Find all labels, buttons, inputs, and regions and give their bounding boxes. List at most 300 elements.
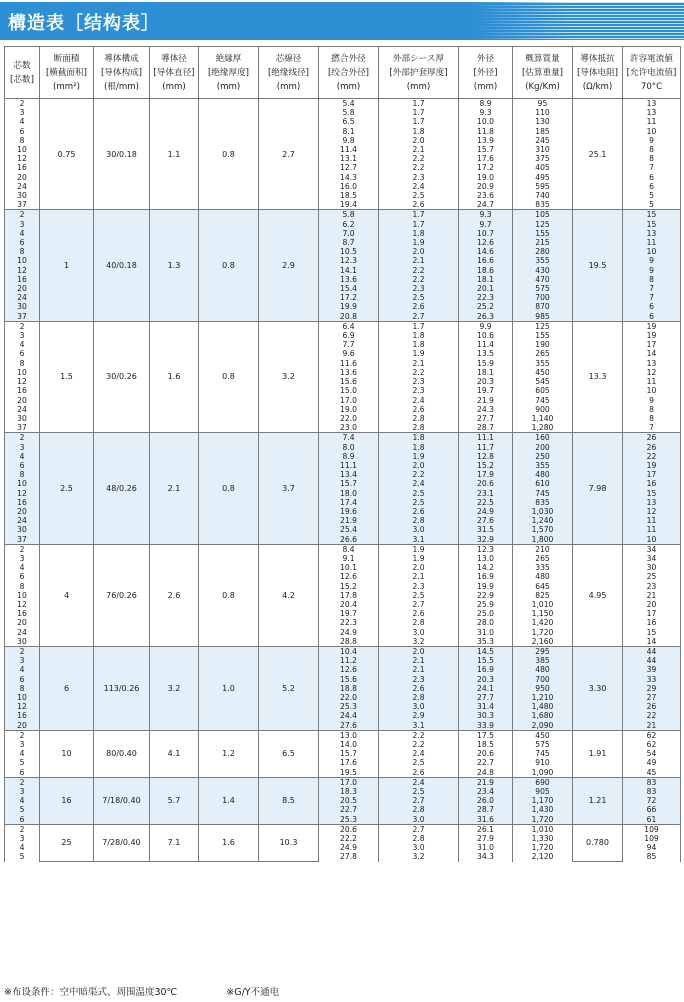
column-header-label: 導体抵抗 (580, 53, 615, 64)
cell-od: 11.8 (459, 127, 513, 136)
cell-current: 23 (623, 582, 681, 591)
column-header-label: 外径 (476, 53, 495, 64)
cell-weight: 450 (513, 730, 573, 740)
cell-sheath: 3.0 (379, 628, 459, 637)
cell-weight: 605 (513, 386, 573, 395)
cell-weight: 200 (513, 443, 573, 452)
column-header-current (623, 47, 681, 99)
cell-twist-od: 17.2 (319, 293, 379, 302)
group-1_5 (5, 321, 681, 432)
cell-od: 22.3 (459, 293, 513, 302)
cell-cores: 6 (5, 461, 40, 470)
column-header-unit: (mm) (276, 81, 301, 92)
cell-twist-od: 17.4 (319, 498, 379, 507)
cell-conductor-dia: 1.1 (150, 99, 199, 210)
cell-od: 16.9 (459, 665, 513, 674)
cell-cores: 3 (5, 656, 40, 665)
cell-cores: 6 (5, 675, 40, 684)
cell-conductor-dia: 1.6 (150, 321, 199, 432)
cell-sheath: 1.7 (379, 321, 459, 331)
column-header-unit: (mm) (162, 81, 186, 92)
cell-core-dia: 4.2 (259, 544, 319, 646)
cell-od: 20.9 (459, 182, 513, 191)
cell-od: 34.3 (459, 852, 513, 861)
cell-sheath: 3.1 (379, 721, 459, 731)
column-header-label-cn: [绞合外径] (327, 67, 370, 78)
cell-sheath: 1.8 (379, 331, 459, 340)
cell-area: 1 (40, 210, 94, 321)
cell-od: 10.6 (459, 331, 513, 340)
cell-current: 34 (623, 544, 681, 554)
cell-cores: 30 (5, 191, 40, 200)
cell-insulation: 0.8 (199, 210, 259, 321)
cell-current: 13 (623, 108, 681, 117)
cell-sheath: 2.8 (379, 693, 459, 702)
cell-od: 17.6 (459, 154, 513, 163)
cell-od: 9.3 (459, 108, 513, 117)
cell-cores: 8 (5, 247, 40, 256)
cell-sheath: 2.3 (379, 582, 459, 591)
cell-cores: 2 (5, 730, 40, 740)
cell-current: 9 (623, 266, 681, 275)
cell-twist-od: 13.1 (319, 154, 379, 163)
cell-current: 83 (623, 777, 681, 787)
cell-sheath: 2.1 (379, 145, 459, 154)
cell-twist-od: 20.5 (319, 796, 379, 805)
cell-current: 14 (623, 637, 681, 647)
cell-weight: 355 (513, 359, 573, 368)
cell-weight: 495 (513, 173, 573, 182)
cell-sheath: 2.5 (379, 293, 459, 302)
cell-resistance: 25.1 (573, 99, 623, 210)
cell-sheath: 2.4 (379, 479, 459, 488)
cell-current: 8 (623, 405, 681, 414)
cell-cores: 2 (5, 824, 40, 834)
cell-weight: 310 (513, 145, 573, 154)
cell-od: 13.0 (459, 554, 513, 563)
cell-resistance: 13.3 (573, 321, 623, 432)
cell-twist-od: 9.6 (319, 349, 379, 358)
cell-weight: 130 (513, 117, 573, 126)
cell-weight: 265 (513, 554, 573, 563)
cell-current: 10 (623, 535, 681, 545)
cell-od: 23.1 (459, 489, 513, 498)
cell-sheath: 1.8 (379, 443, 459, 452)
cell-twist-od: 17.0 (319, 396, 379, 405)
cell-od: 25.9 (459, 600, 513, 609)
cell-twist-od: 22.0 (319, 414, 379, 423)
cell-core-dia: 3.7 (259, 433, 319, 544)
cell-sheath: 3.0 (379, 843, 459, 852)
cell-current: 85 (623, 852, 681, 861)
cell-current: 6 (623, 173, 681, 182)
cell-sheath: 1.7 (379, 108, 459, 117)
cell-cores: 2 (5, 646, 40, 656)
cell-weight: 385 (513, 656, 573, 665)
cell-sheath: 2.8 (379, 618, 459, 627)
cell-current: 8 (623, 154, 681, 163)
cell-current: 30 (623, 563, 681, 572)
column-header-label: 導体径 (161, 53, 187, 64)
column-header-conductor-dia (150, 47, 199, 99)
cell-cores: 10 (5, 145, 40, 154)
cell-weight: 430 (513, 266, 573, 275)
cell-od: 9.3 (459, 210, 513, 220)
cell-twist-od: 10.1 (319, 563, 379, 572)
cell-current: 16 (623, 479, 681, 488)
cell-od: 30.3 (459, 711, 513, 720)
cell-twist-od: 15.2 (319, 582, 379, 591)
cell-current: 54 (623, 749, 681, 758)
cell-sheath: 2.8 (379, 834, 459, 843)
cell-weight: 1,240 (513, 516, 573, 525)
cell-cores: 30 (5, 637, 40, 647)
cell-sheath: 1.7 (379, 99, 459, 109)
cell-od: 17.5 (459, 730, 513, 740)
cell-sheath: 2.8 (379, 423, 459, 433)
cell-weight: 355 (513, 461, 573, 470)
cell-sheath: 2.2 (379, 154, 459, 163)
cell-od: 13.5 (459, 349, 513, 358)
cell-insulation: 1.2 (199, 730, 259, 777)
table-row (5, 99, 681, 109)
cell-weight: 245 (513, 136, 573, 145)
cell-current: 62 (623, 740, 681, 749)
cell-weight: 1,210 (513, 693, 573, 702)
column-header-label-cn: [芯数] (10, 74, 34, 85)
cell-twist-od: 17.6 (319, 758, 379, 767)
cell-insulation: 0.8 (199, 99, 259, 210)
cell-od: 18.1 (459, 368, 513, 377)
cell-sheath: 2.2 (379, 740, 459, 749)
cell-twist-od: 14.1 (319, 266, 379, 275)
group-2_5 (5, 433, 681, 544)
cell-weight: 375 (513, 154, 573, 163)
cell-od: 24.8 (459, 768, 513, 778)
cell-weight: 295 (513, 646, 573, 656)
cell-twist-od: 6.2 (319, 220, 379, 229)
cell-weight: 910 (513, 758, 573, 767)
column-header-label-cn: [导体电阻] (576, 67, 619, 78)
cell-sheath: 2.6 (379, 302, 459, 311)
cell-cores: 2 (5, 544, 40, 554)
cell-weight: 1,010 (513, 824, 573, 834)
cell-resistance: 1.21 (573, 777, 623, 824)
cell-cores: 30 (5, 414, 40, 423)
column-header-label: 断面積 (53, 53, 80, 64)
cell-sheath: 1.9 (379, 554, 459, 563)
cell-cores: 3 (5, 787, 40, 796)
cell-od: 27.7 (459, 414, 513, 423)
cell-cores: 4 (5, 563, 40, 572)
cell-sheath: 2.1 (379, 665, 459, 674)
column-header-label-cn: [估算重量] (521, 67, 564, 78)
cell-weight: 335 (513, 563, 573, 572)
column-header-unit: (根/mm) (104, 81, 139, 92)
cell-sheath: 2.4 (379, 182, 459, 191)
cell-od: 25.0 (459, 609, 513, 618)
cell-sheath: 2.2 (379, 470, 459, 479)
cell-cores: 4 (5, 340, 40, 349)
cell-sheath: 2.3 (379, 386, 459, 395)
cell-current: 15 (623, 628, 681, 637)
cell-current: 11 (623, 117, 681, 126)
cell-current: 34 (623, 554, 681, 563)
column-header-label: 外部シース厚 (392, 53, 445, 64)
cell-current: 33 (623, 675, 681, 684)
cell-cores: 20 (5, 507, 40, 516)
cell-current: 7 (623, 163, 681, 172)
cell-weight: 125 (513, 321, 573, 331)
cell-conductor-dia: 2.6 (150, 544, 199, 646)
cell-od: 26.3 (459, 312, 513, 322)
cell-od: 28.7 (459, 423, 513, 433)
table-row (5, 646, 681, 656)
cell-cores: 24 (5, 405, 40, 414)
cell-current: 14 (623, 349, 681, 358)
cell-twist-od: 27.6 (319, 721, 379, 731)
cell-od: 19.9 (459, 582, 513, 591)
cell-current: 25 (623, 572, 681, 581)
cell-sheath: 3.0 (379, 815, 459, 825)
cell-sheath: 2.2 (379, 163, 459, 172)
cell-twist-od: 18.0 (319, 489, 379, 498)
cell-core-dia: 2.9 (259, 210, 319, 321)
cell-twist-od: 15.0 (319, 386, 379, 395)
cell-weight: 190 (513, 340, 573, 349)
cell-sheath: 3.0 (379, 702, 459, 711)
cell-construction: 113/0.26 (94, 646, 150, 730)
table-header (5, 47, 681, 99)
cell-current: 7 (623, 423, 681, 433)
cell-sheath: 2.5 (379, 489, 459, 498)
cell-construction: 76/0.26 (94, 544, 150, 646)
cell-core-dia: 5.2 (259, 646, 319, 730)
cell-current: 13 (623, 99, 681, 109)
cell-current: 8 (623, 414, 681, 423)
cell-weight: 105 (513, 210, 573, 220)
column-header-label-cn: [外部护套厚度] (389, 67, 448, 78)
cell-twist-od: 6.9 (319, 331, 379, 340)
cell-weight: 265 (513, 349, 573, 358)
cell-weight: 1,480 (513, 702, 573, 711)
cell-od: 8.9 (459, 99, 513, 109)
cell-weight: 1,680 (513, 711, 573, 720)
column-header-label-cn: [横截面积] (45, 67, 88, 78)
cell-od: 24.3 (459, 405, 513, 414)
column-header-label: 芯数 (13, 60, 31, 71)
cell-od: 31.6 (459, 815, 513, 825)
cell-twist-od: 22.7 (319, 805, 379, 814)
cell-od: 18.6 (459, 266, 513, 275)
cell-twist-od: 15.6 (319, 675, 379, 684)
cell-sheath: 1.7 (379, 210, 459, 220)
cell-sheath: 2.6 (379, 200, 459, 210)
cell-current: 5 (623, 200, 681, 210)
cell-core-dia: 3.2 (259, 321, 319, 432)
cell-od: 26.1 (459, 824, 513, 834)
cell-weight: 870 (513, 302, 573, 311)
cell-sheath: 2.8 (379, 805, 459, 814)
cell-twist-od: 19.4 (319, 200, 379, 210)
page-title: 構造表［结构表］ (8, 13, 160, 34)
cell-current: 45 (623, 768, 681, 778)
column-header-unit: (mm²) (53, 81, 80, 92)
cell-weight: 690 (513, 777, 573, 787)
cell-weight: 1,280 (513, 423, 573, 433)
column-header-weight (513, 47, 573, 99)
column-header-unit: (Ω/km) (582, 81, 613, 92)
cell-sheath: 2.5 (379, 758, 459, 767)
cell-weight: 1,170 (513, 796, 573, 805)
cell-cores: 3 (5, 331, 40, 340)
cell-twist-od: 14.3 (319, 173, 379, 182)
cell-cores: 37 (5, 535, 40, 545)
cell-weight: 610 (513, 479, 573, 488)
cell-current: 109 (623, 834, 681, 843)
column-header-unit: (mm) (473, 81, 498, 92)
cell-twist-od: 23.0 (319, 423, 379, 433)
cell-weight: 1,140 (513, 414, 573, 423)
cell-cores: 3 (5, 220, 40, 229)
cell-conductor-dia: 7.1 (150, 824, 199, 861)
cell-insulation: 0.8 (199, 544, 259, 646)
cell-twist-od: 12.7 (319, 163, 379, 172)
cell-weight: 110 (513, 108, 573, 117)
cell-twist-od: 6.5 (319, 117, 379, 126)
cell-resistance: 7.98 (573, 433, 623, 544)
cell-twist-od: 10.5 (319, 247, 379, 256)
cell-twist-od: 15.6 (319, 377, 379, 386)
cell-od: 26.0 (459, 796, 513, 805)
cell-twist-od: 9.1 (319, 554, 379, 563)
cell-cores: 20 (5, 284, 40, 293)
cell-twist-od: 24.9 (319, 843, 379, 852)
cell-sheath: 2.5 (379, 787, 459, 796)
cell-twist-od: 12.6 (319, 665, 379, 674)
cell-weight: 405 (513, 163, 573, 172)
cell-sheath: 2.6 (379, 405, 459, 414)
group-16 (5, 777, 681, 824)
cell-sheath: 1.9 (379, 452, 459, 461)
cell-twist-od: 11.4 (319, 145, 379, 154)
column-header-insulation (199, 47, 259, 99)
group-4 (5, 544, 681, 646)
cell-current: 15 (623, 220, 681, 229)
cell-od: 11.7 (459, 443, 513, 452)
cell-sheath: 2.0 (379, 646, 459, 656)
cell-cores: 6 (5, 238, 40, 247)
cell-od: 9.9 (459, 321, 513, 331)
column-header-label-cn: [导体构成] (100, 67, 143, 78)
cell-current: 10 (623, 127, 681, 136)
cell-construction: 48/0.26 (94, 433, 150, 544)
column-header-od (459, 47, 513, 99)
cell-twist-od: 12.6 (319, 572, 379, 581)
cell-cores: 20 (5, 618, 40, 627)
cell-od: 22.7 (459, 758, 513, 767)
cell-current: 13 (623, 229, 681, 238)
cell-weight: 1,420 (513, 618, 573, 627)
cell-od: 14.2 (459, 563, 513, 572)
cell-cores: 6 (5, 349, 40, 358)
cell-resistance: 0.780 (573, 824, 623, 861)
cell-current: 12 (623, 368, 681, 377)
cell-twist-od: 22.3 (319, 618, 379, 627)
cell-sheath: 2.3 (379, 173, 459, 182)
cell-weight: 2,120 (513, 852, 573, 861)
cell-cores: 12 (5, 377, 40, 386)
column-header-unit: (mm) (216, 81, 241, 92)
cell-od: 19.7 (459, 386, 513, 395)
cell-twist-od: 20.6 (319, 824, 379, 834)
cell-twist-od: 9.8 (319, 136, 379, 145)
table-row (5, 544, 681, 554)
cell-sheath: 2.3 (379, 377, 459, 386)
cell-current: 109 (623, 824, 681, 834)
cell-od: 31.0 (459, 628, 513, 637)
cell-od: 18.1 (459, 275, 513, 284)
cell-core-dia: 6.5 (259, 730, 319, 777)
cell-current: 22 (623, 711, 681, 720)
cell-twist-od: 8.7 (319, 238, 379, 247)
cell-sheath: 2.3 (379, 675, 459, 684)
cell-cores: 3 (5, 443, 40, 452)
cell-current: 17 (623, 470, 681, 479)
cell-twist-od: 15.7 (319, 749, 379, 758)
cell-sheath: 1.9 (379, 544, 459, 554)
cell-twist-od: 28.8 (319, 637, 379, 647)
column-header-area (40, 47, 94, 99)
table-row (5, 730, 681, 740)
cell-od: 15.2 (459, 461, 513, 470)
cell-construction: 7/18/0.40 (94, 777, 150, 824)
cell-cores: 2 (5, 210, 40, 220)
cell-od: 22.5 (459, 498, 513, 507)
cell-od: 17.9 (459, 470, 513, 479)
cell-construction: 80/0.40 (94, 730, 150, 777)
cell-cores: 10 (5, 693, 40, 702)
cell-od: 13.9 (459, 136, 513, 145)
cell-sheath: 2.1 (379, 359, 459, 368)
cell-core-dia: 2.7 (259, 99, 319, 210)
cell-cores: 6 (5, 768, 40, 778)
cell-cores: 37 (5, 312, 40, 322)
cell-area: 10 (40, 730, 94, 777)
cell-twist-od: 26.6 (319, 535, 379, 545)
cell-area: 2.5 (40, 433, 94, 544)
cell-sheath: 2.1 (379, 656, 459, 665)
cell-cores: 3 (5, 554, 40, 563)
cell-sheath: 2.1 (379, 256, 459, 265)
cell-cores: 8 (5, 582, 40, 591)
cell-sheath: 2.2 (379, 730, 459, 740)
cell-sheath: 3.0 (379, 525, 459, 534)
cell-twist-od: 24.9 (319, 628, 379, 637)
cell-current: 7 (623, 284, 681, 293)
cell-area: 0.75 (40, 99, 94, 210)
cell-od: 15.7 (459, 145, 513, 154)
cell-od: 27.6 (459, 516, 513, 525)
cell-current: 13 (623, 498, 681, 507)
cell-twist-od: 12.3 (319, 256, 379, 265)
cell-cores: 8 (5, 136, 40, 145)
cell-sheath: 2.5 (379, 591, 459, 600)
cell-cores: 12 (5, 489, 40, 498)
cell-cores: 4 (5, 452, 40, 461)
cell-sheath: 2.7 (379, 824, 459, 834)
cell-sheath: 1.7 (379, 220, 459, 229)
